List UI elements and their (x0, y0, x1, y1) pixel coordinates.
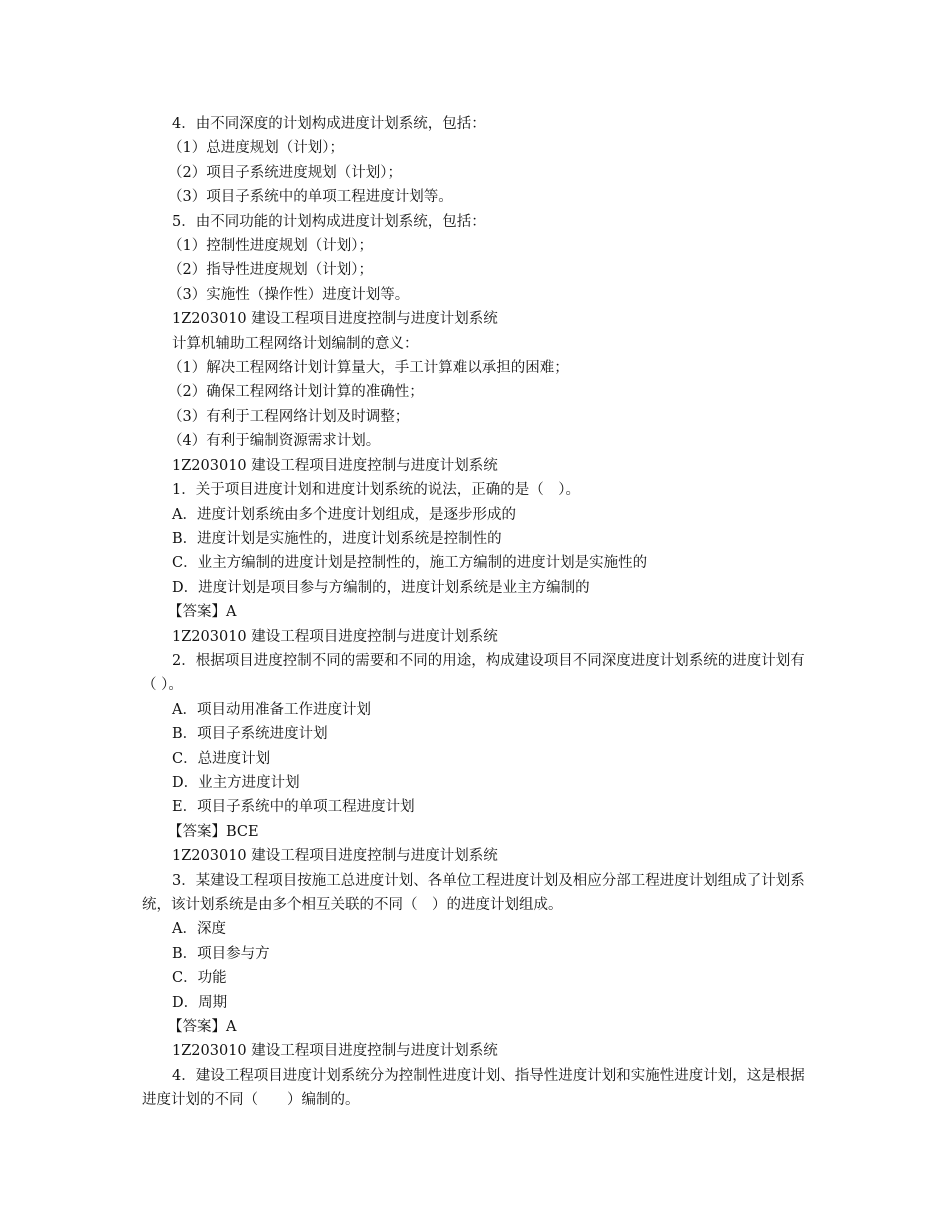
list-item: （4）有利于编制资源需求计划。 (168, 433, 381, 450)
option: D．周期 (172, 994, 228, 1011)
list-item: （2）指导性进度规划（计划）； (168, 262, 373, 279)
section-heading: 1Z203010 建设工程项目进度控制与进度计划系统 (172, 848, 498, 865)
option: E．项目子系统中的单项工程进度计划 (172, 799, 415, 816)
section-heading: 1Z203010 建设工程项目进度控制与进度计划系统 (172, 628, 498, 645)
question: 2．根据项目进度控制不同的需要和不同的用途，构成建设项目不同深度进度计划系统的进度计划有（ ）。 (142, 652, 805, 694)
paragraph: 计算机辅助工程网络计划编制的意义： (172, 335, 419, 352)
option: A．深度 (172, 921, 226, 938)
section-heading: 1Z203010 建设工程项目进度控制与进度计划系统 (172, 1043, 498, 1060)
option: A．进度计划系统由多个进度计划组成，是逐步形成的 (172, 506, 516, 523)
option: D．业主方进度计划 (172, 774, 300, 791)
list-item: （2）确保工程网络计划计算的准确性； (168, 384, 424, 401)
answer: 【答案】A (168, 1019, 237, 1036)
paragraph: 5．由不同功能的计划构成进度计划系统，包括： (172, 213, 486, 230)
option: B．项目参与方 (172, 945, 270, 962)
answer: 【答案】A (168, 604, 237, 621)
list-item: （3）有利于工程网络计划及时调整； (168, 408, 410, 425)
question: 4．建设工程项目进度计划系统分为控制性进度计划、指导性进度计划和实施性进度计划，这是根据进度计划的不同（ ）编制的。 (142, 1067, 805, 1109)
document-body (142, 112, 812, 1113)
option: C．功能 (172, 970, 227, 987)
question: 1．关于项目进度计划和进度计划系统的说法，正确的是（ ）。 (172, 482, 580, 499)
answer: 【答案】BCE (168, 823, 259, 840)
option: C．总进度计划 (172, 750, 271, 767)
list-item: （1）总进度规划（计划）； (168, 140, 344, 157)
option: C．业主方编制的进度计划是控制性的，施工方编制的进度计划是实施性的 (172, 555, 648, 572)
option: D．进度计划是项目参与方编制的，进度计划系统是业主方编制的 (172, 579, 590, 596)
option: A．项目动用准备工作进度计划 (172, 701, 371, 718)
list-item: （3）实施性（操作性）进度计划等。 (168, 286, 410, 303)
list-item: （1）控制性进度规划（计划）； (168, 238, 373, 255)
section-heading: 1Z203010 建设工程项目进度控制与进度计划系统 (172, 457, 498, 474)
paragraph: 4．由不同深度的计划构成进度计划系统，包括： (172, 116, 486, 132)
option: B．进度计划是实施性的，进度计划系统是控制性的 (172, 530, 502, 547)
option: B．项目子系统进度计划 (172, 726, 328, 743)
section-heading: 1Z203010 建设工程项目进度控制与进度计划系统 (172, 311, 498, 328)
question: 3．某建设工程项目按施工总进度计划、各单位工程进度计划及相应分部工程进度计划组成了计划系统，该计划系统是由多个相互关联的不同（ ）的进度计划组成。 (142, 872, 805, 913)
list-item: （1）解决工程网络计划计算量大，手工计算难以承担的困难； (168, 360, 569, 377)
list-item: （3）项目子系统中的单项工程进度计划等。 (168, 189, 453, 206)
list-item: （2）项目子系统进度规划（计划）； (168, 164, 402, 181)
